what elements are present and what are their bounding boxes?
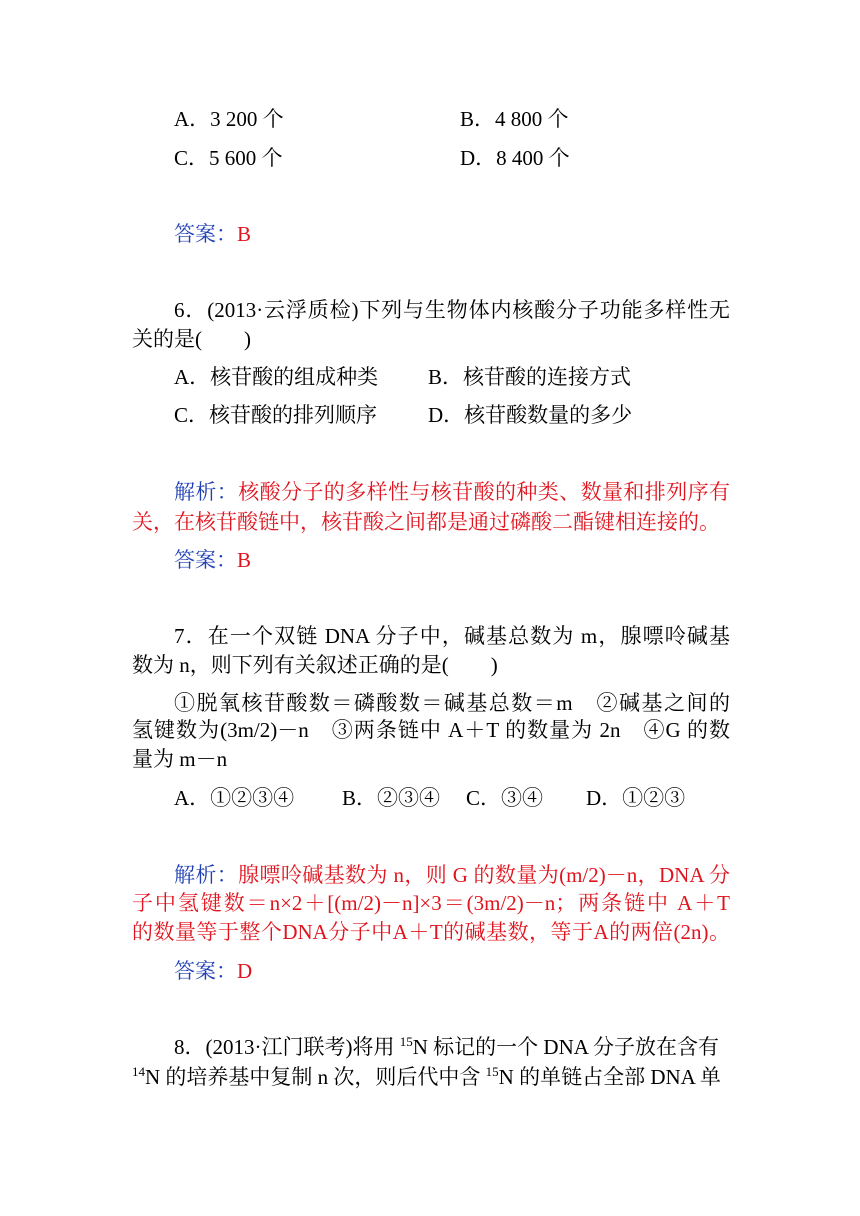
q7-option-a: A．①②③④ — [174, 786, 295, 810]
q6-stem-line1: 6．(2013·云浮质检)下列与生物体内核酸分子功能多样性无 — [174, 298, 730, 322]
q7-items-line1: ①脱氧核苷酸数＝磷酸数＝碱基总数＝m ②碱基之间的 — [174, 691, 730, 715]
isotope-superscript: 15 — [399, 1034, 413, 1049]
analysis-text: 核酸分子的多样性与核苷酸的种类、数量和排列序有 — [238, 480, 731, 504]
q8-text: N 的培养基中复制 n 次，则后代中含 — [145, 1065, 486, 1089]
q5-option-b: B．4 800 个 — [460, 107, 569, 131]
q6-option-a: A．核苷酸的组成种类 — [174, 365, 379, 389]
answer-label: 答案： — [174, 959, 237, 983]
q8-text: N 标记的一个 DNA 分子放在含有 — [412, 1035, 719, 1059]
q7-option-b: B．②③④ — [342, 786, 441, 810]
answer-label: 答案： — [174, 548, 237, 572]
q7-stem-line2: 数为 n，则下列有关叙述正确的是( ) — [132, 653, 498, 677]
answer-value: B — [237, 548, 252, 572]
q7-option-c: C．③④ — [466, 786, 544, 810]
q8-stem-line1 — [174, 1032, 719, 1065]
answer-value: D — [237, 959, 253, 983]
answer-value: B — [237, 222, 252, 246]
analysis-label: 解析： — [174, 863, 239, 887]
q7-answer — [174, 956, 252, 986]
q6-option-c: C．核苷酸的排列顺序 — [174, 403, 378, 427]
q6-analysis-line2: 关，在核苷酸链中，核苷酸之间都是通过磷酸二酯键相连接的。 — [132, 510, 720, 534]
q7-analysis-line2: 子中氢键数＝n×2＋[(m/2)－n]×3＝(3m/2)－n；两条链中 A＋T — [132, 891, 730, 915]
q6-answer — [174, 545, 251, 575]
q7-analysis-line1 — [174, 860, 730, 890]
isotope-superscript: 15 — [485, 1064, 499, 1079]
q6-option-b: B．核苷酸的连接方式 — [428, 365, 632, 389]
q7-items-line3: 量为 m－n — [132, 747, 228, 771]
answer-label: 答案： — [174, 222, 237, 246]
q8-stem-line2 — [132, 1062, 721, 1095]
q8-text: N 的单链占全部 DNA 单 — [498, 1065, 721, 1089]
q7-option-d: D．①②③ — [586, 786, 686, 810]
q6-option-d: D．核苷酸数量的多少 — [428, 403, 633, 427]
isotope-superscript: 14 — [132, 1064, 145, 1079]
q8-text: 8．(2013·江门联考)将用 — [174, 1035, 400, 1059]
analysis-text: 腺嘌呤碱基数为 n，则 G 的数量为(m/2)－n，DNA 分 — [238, 863, 730, 887]
q6-stem-line2: 关的是( ) — [132, 327, 251, 351]
q6-analysis-line1 — [174, 477, 730, 507]
analysis-label: 解析： — [174, 480, 239, 504]
q7-analysis-line3: 的数量等于整个DNA分子中A＋T的碱基数，等于A的两倍(2n)。 — [132, 920, 730, 944]
q5-option-c: C．5 600 个 — [174, 146, 283, 170]
q7-stem-line1: 7．在一个双链 DNA 分子中，碱基总数为 m，腺嘌呤碱基 — [174, 624, 730, 648]
q5-option-a: A．3 200 个 — [174, 107, 284, 131]
q7-items-line2: 氢键数为(3m/2)－n ③两条链中 A＋T 的数量为 2n ④G 的数 — [132, 718, 730, 742]
q5-option-d: D．8 400 个 — [460, 146, 570, 170]
q5-answer — [174, 219, 251, 249]
